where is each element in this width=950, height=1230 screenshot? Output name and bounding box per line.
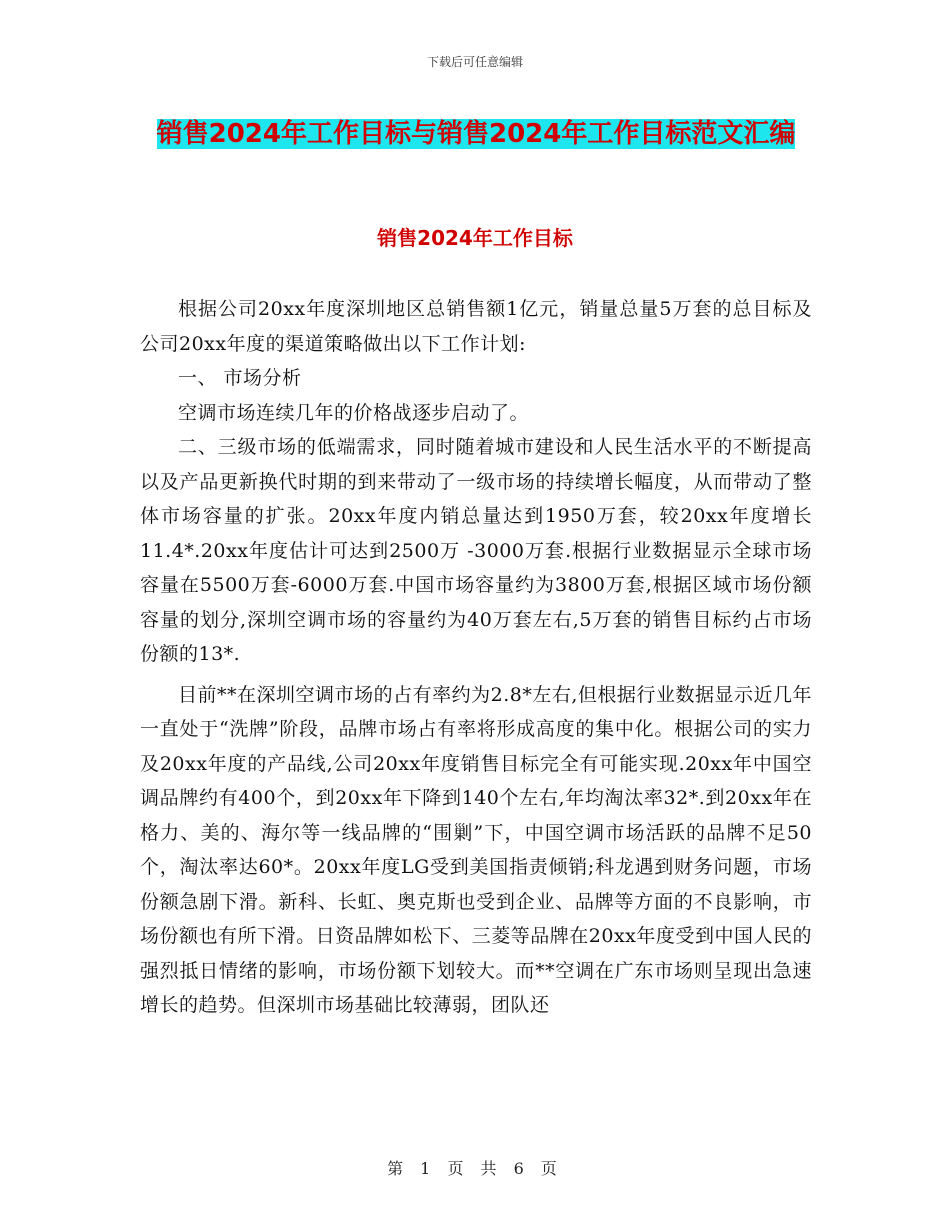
paragraph: 根据公司20xx年度深圳地区总销售额1亿元，销量总量5万套的总目标及公司20xx年度的渠道策略做出以下工作计划: bbox=[140, 298, 812, 355]
paragraph: 二、三级市场的低端需求，同时随着城市建设和人民生活水平的不断提高以及产品更新换代时期的到来带动了一级市场的持续增长幅度，从而带动了整体市场容量的扩张。20xx年度内销总量达到1950万套，较20xx年度增长11.4*.20xx年度估计可达到2500万 -3000万套.根据行业数据显示全球市场容量在5500万套-6000万套.中国市场容量约为3800万套,根据区域市场份额容量的划分,深圳空调市场的容量约为40万套左右,5万套的销售目标约占市场份额的13*. bbox=[140, 436, 812, 665]
section-title: 销售2024年工作目标 bbox=[377, 226, 573, 250]
header-note: 下载后可任意编辑 bbox=[426, 55, 523, 69]
paragraph: 空调市场连续几年的价格战逐步启动了。 bbox=[178, 401, 530, 424]
page-footer: 第 1 页 共 6 页 bbox=[387, 1159, 563, 1178]
document-title bbox=[140, 112, 812, 157]
document-title-text: 销售2024年工作目标与销售2024年工作目标范文汇编 bbox=[156, 119, 796, 149]
paragraph: 目前**在深圳空调市场的占有率约为2.8*左右,但根据行业数据显示近几年一直处于“洗牌”阶段，品牌市场占有率将形成高度的集中化。根据公司的实力及20xx年度的产品线,公司20xx年度销售目标完全有可能实现.20xx年中国空调品牌约有400个，到20xx年下降到140个左右,年均淘汰率32*.到20xx年在格力、美的、海尔等一线品牌的“围剿”下，中国空调市场活跃的品牌不足50个，淘汰率达60*。20xx年度LG受到美国指责倾销;科龙遇到财务问题，市场份额急剧下滑。新科、长虹、奥克斯也受到企业、品牌等方面的不良影响，市场份额也有所下滑。日资品牌如松下、三菱等品牌在20xx年度受到中国人民的强烈抵日情绪的影响，市场份额下划较大。而**空调在广东市场则呈现出急速增长的趋势。但深圳市场基础比较薄弱，团队还 bbox=[140, 683, 812, 1016]
paragraph: 一、 市场分析 bbox=[178, 367, 302, 389]
document-body bbox=[140, 292, 812, 1023]
